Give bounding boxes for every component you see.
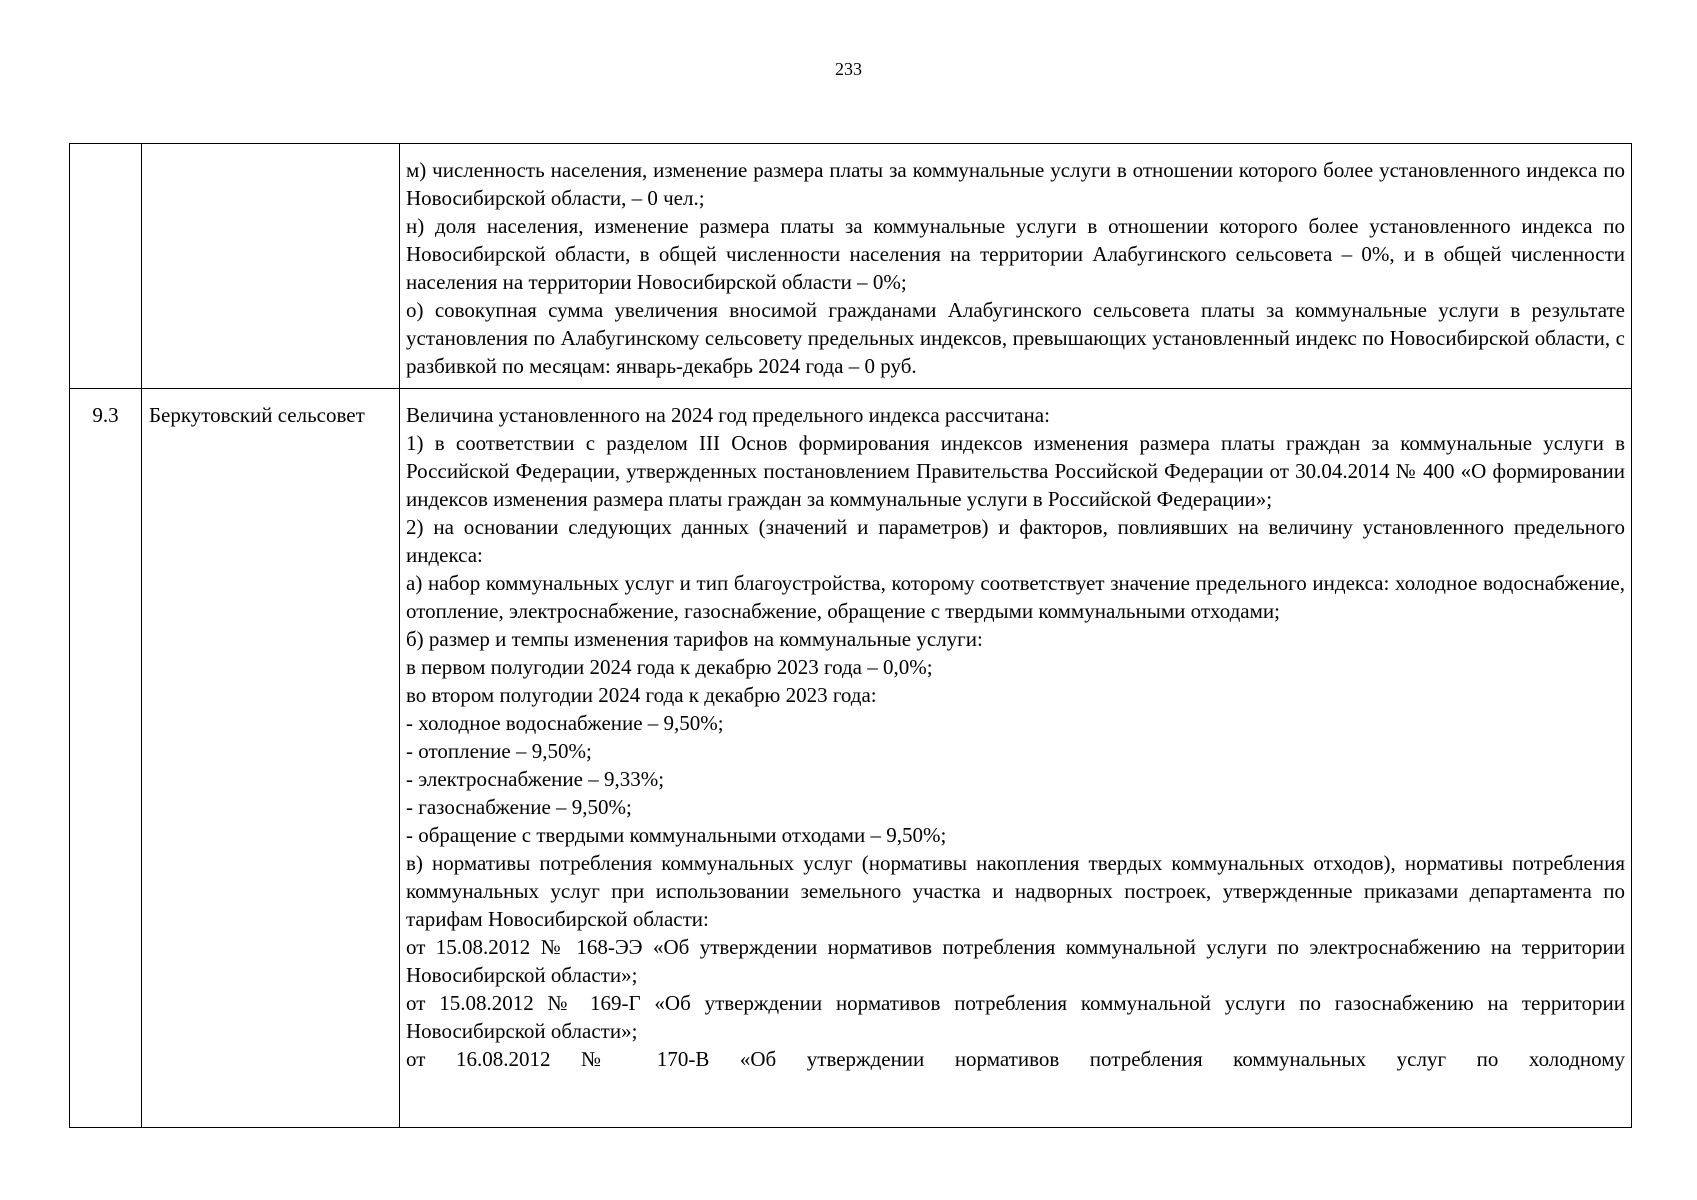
table-row [70, 144, 1632, 389]
paragraph: - электроснабжение – 9,33%; [406, 767, 665, 791]
paragraph: в первом полугодии 2024 года к декабрю 2023 года – 0,0%; [406, 655, 933, 679]
paragraph: а) набор коммунальных услуг и тип благоустройства, которому соответствует значение предельного индекса: холодное водоснабжение, отопление, электроснабжение, газоснабжение, обращение с твердыми коммунальными отходами; [406, 571, 1625, 623]
paragraph: 2) на основании следующих данных (значений и параметров) и факторов, повлиявших на величину установленного предельного индекса: [406, 515, 1625, 567]
paragraph: - холодное водоснабжение – 9,50%; [406, 711, 724, 735]
paragraph: о) совокупная сумма увеличения вносимой гражданами Алабугинского сельсовета платы за коммунальные услуги в результате установления по Алабугинскому сельсовету предельных индексов, превышающих установленный индекс по Новосибирской области, с разбивкой по месяцам: январь-декабрь 2024 года – 0 руб. [406, 298, 1625, 378]
paragraph: 1) в соответствии с разделом III Основ формирования индексов изменения размера платы граждан за коммунальные услуги в Российской Федерации, утвержденных постановлением Правительства Российской Федерации от 30.04.2014 № 400 «О формировании индексов изменения размера платы граждан за коммунальные услуги в Российской Федерации»; [406, 431, 1625, 511]
paragraph: - газоснабжение – 9,50%; [406, 795, 632, 819]
paragraph: от 16.08.2012 № 170-В «Об утверждении нормативов потребления коммунальных услуг по холодному [406, 1047, 1625, 1071]
row-number-cell [70, 144, 142, 389]
paragraph: - обращение с твердыми коммунальными отходами – 9,50%; [406, 823, 947, 847]
document-table [69, 143, 1632, 1128]
paragraph: от 15.08.2012 № 169-Г «Об утверждении нормативов потребления коммунальной услуги по газоснабжению на территории Новосибирской области»; [406, 991, 1625, 1043]
paragraph: - отопление – 9,50%; [406, 739, 592, 763]
table-row [70, 389, 1632, 1128]
paragraph: н) доля населения, изменение размера платы за коммунальные услуги в отношении которого более установленного индекса по Новосибирской области, в общей численности населения на территории Алабугинского сельсовета – 0%, и в общей численности населения на территории Новосибирской области – 0%; [406, 214, 1625, 294]
paragraph: б) размер и темпы изменения тарифов на коммунальные услуги: [406, 627, 983, 651]
row-text-cell [400, 389, 1632, 1128]
paragraph: м) численность населения, изменение размера платы за коммунальные услуги в отношении которого более установленного индекса по Новосибирской области, – 0 чел.; [406, 158, 1625, 210]
paragraph: от 15.08.2012 № 168-ЭЭ «Об утверждении нормативов потребления коммунальной услуги по электроснабжению на территории Новосибирской области»; [406, 935, 1625, 987]
page-number: 233 [835, 59, 862, 79]
paragraph: во втором полугодии 2024 года к декабрю 2023 года: [406, 683, 877, 707]
paragraph: в) нормативы потребления коммунальных услуг (нормативы накопления твердых коммунальных отходов), нормативы потребления коммунальных услуг при использовании земельного участка и надворных построек, утвержденные приказами департамента по тарифам Новосибирской области: [406, 851, 1625, 931]
row-name-cell: Беркутовский сельсовет [142, 389, 400, 1128]
row-number-cell: 9.3 [70, 389, 142, 1128]
row-text-cell [400, 144, 1632, 389]
row-name-cell [142, 144, 400, 389]
paragraph: Величина установленного на 2024 год предельного индекса рассчитана: [406, 403, 1050, 427]
